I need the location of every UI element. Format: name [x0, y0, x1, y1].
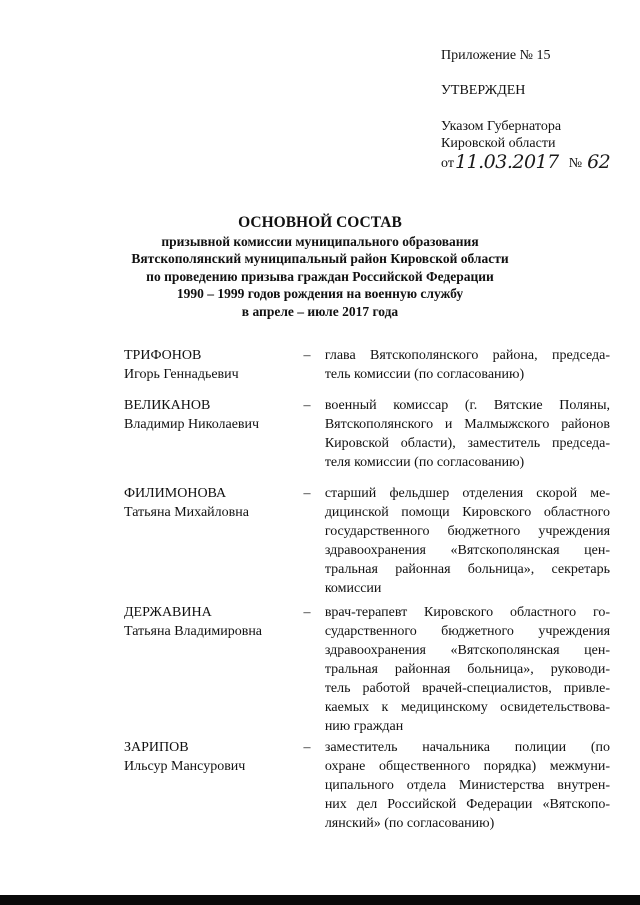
role-line: лянский» (по согласованию) — [324, 816, 495, 831]
member-given-name: Владимир Николаевич — [124, 417, 260, 432]
role-line: дицинской помощи Кировского областного — [324, 505, 611, 520]
member-role — [325, 396, 610, 472]
role-line: государственного бюджетного учреждения — [324, 524, 611, 539]
member-name — [124, 738, 303, 833]
role-line: ципального отдела Министерства внутрен- — [324, 778, 611, 793]
role-line: Кировской области), заместитель председа- — [324, 436, 611, 451]
decree-reference — [441, 118, 631, 172]
role-line: тральная районная больница», секретарь — [324, 562, 611, 577]
role-line: глава Вятскополянского района, председа- — [324, 348, 611, 363]
appendix-number: Приложение № 15 — [441, 48, 551, 63]
decree-date-line — [441, 152, 631, 172]
member-name — [124, 484, 303, 598]
member-given-name: Игорь Геннадьевич — [124, 367, 239, 382]
role-line: врач-терапевт Кировского областного го- — [324, 605, 611, 620]
role-line: здравоохранения «Вятскополянская цен- — [324, 543, 611, 558]
member-entry — [124, 346, 610, 384]
dash-separator: – — [303, 398, 311, 413]
dash-separator: – — [303, 605, 311, 620]
role-line: тель комиссии (по согласованию) — [324, 367, 525, 382]
member-name — [124, 396, 303, 472]
role-line: них дел Российской Федерации «Вятскопо- — [324, 797, 611, 812]
role-line: Вятскополянского и Малмыжского районов — [324, 417, 611, 432]
member-entry — [124, 396, 610, 472]
number-prefix: № — [568, 156, 583, 171]
member-surname: ТРИФОНОВ — [124, 348, 202, 363]
decree-line-1: Указом Губернатора — [441, 119, 562, 134]
role-line: заместитель начальника полиции (по — [324, 740, 611, 755]
member-entry — [124, 603, 610, 736]
member-given-name: Татьяна Владимировна — [124, 624, 263, 639]
member-entry — [124, 484, 610, 598]
title-line: по проведению призыва граждан Российской Федерации — [146, 268, 494, 284]
role-line: тель работой врачей-специалистов, привле- — [324, 681, 611, 696]
member-given-name: Татьяна Михайловна — [124, 505, 249, 520]
handwritten-date: 11.03.2017 — [454, 151, 559, 173]
approval-stamp: УТВЕРЖДЕН — [441, 83, 526, 98]
title-line: в апреле – июле 2017 года — [241, 303, 399, 319]
member-name — [124, 603, 303, 736]
title-main: ОСНОВНОЙ СОСТАВ — [238, 214, 402, 231]
member-surname: ФИЛИМОНОВА — [124, 486, 227, 501]
member-role — [325, 738, 610, 833]
handwritten-number: 62 — [587, 151, 611, 173]
member-role — [325, 346, 610, 384]
role-line: теля комиссии (по согласованию) — [324, 455, 525, 470]
member-role — [325, 603, 610, 736]
dash-separator: – — [303, 740, 311, 755]
member-entry — [124, 738, 610, 833]
member-given-name: Ильсур Мансурович — [124, 759, 246, 774]
role-line: тральная районная больница», руководи- — [324, 662, 611, 677]
role-line: каемых к медицинскому освидетельствова- — [324, 700, 611, 715]
member-name — [124, 346, 303, 384]
member-role — [325, 484, 610, 598]
title-line: Вятскополянский муниципальный район Кировской области — [131, 251, 509, 267]
dash-separator: – — [303, 486, 311, 501]
member-surname: ВЕЛИКАНОВ — [124, 398, 211, 413]
scan-edge-bar — [0, 895, 640, 905]
role-line: здравоохранения «Вятскополянская цен- — [324, 643, 611, 658]
member-surname: ЗАРИПОВ — [124, 740, 189, 755]
role-line: нию граждан — [324, 719, 404, 734]
role-line: военный комиссар (г. Вятские Поляны, — [324, 398, 611, 413]
role-line: сударственного бюджетного учреждения — [324, 624, 611, 639]
date-prefix: от — [441, 156, 454, 171]
dash-separator: – — [303, 348, 311, 363]
role-line: комиссии — [324, 581, 382, 596]
role-line: охране общественного порядка) межмуни- — [324, 759, 611, 774]
role-line: старший фельдшер отделения скорой ме- — [324, 486, 611, 501]
document-title — [110, 213, 530, 320]
decree-line-2: Кировской области — [441, 136, 556, 151]
title-line: 1990 – 1999 годов рождения на военную службу — [176, 286, 464, 302]
member-surname: ДЕРЖАВИНА — [124, 605, 212, 620]
title-line: призывной комиссии муниципального образования — [161, 234, 479, 249]
